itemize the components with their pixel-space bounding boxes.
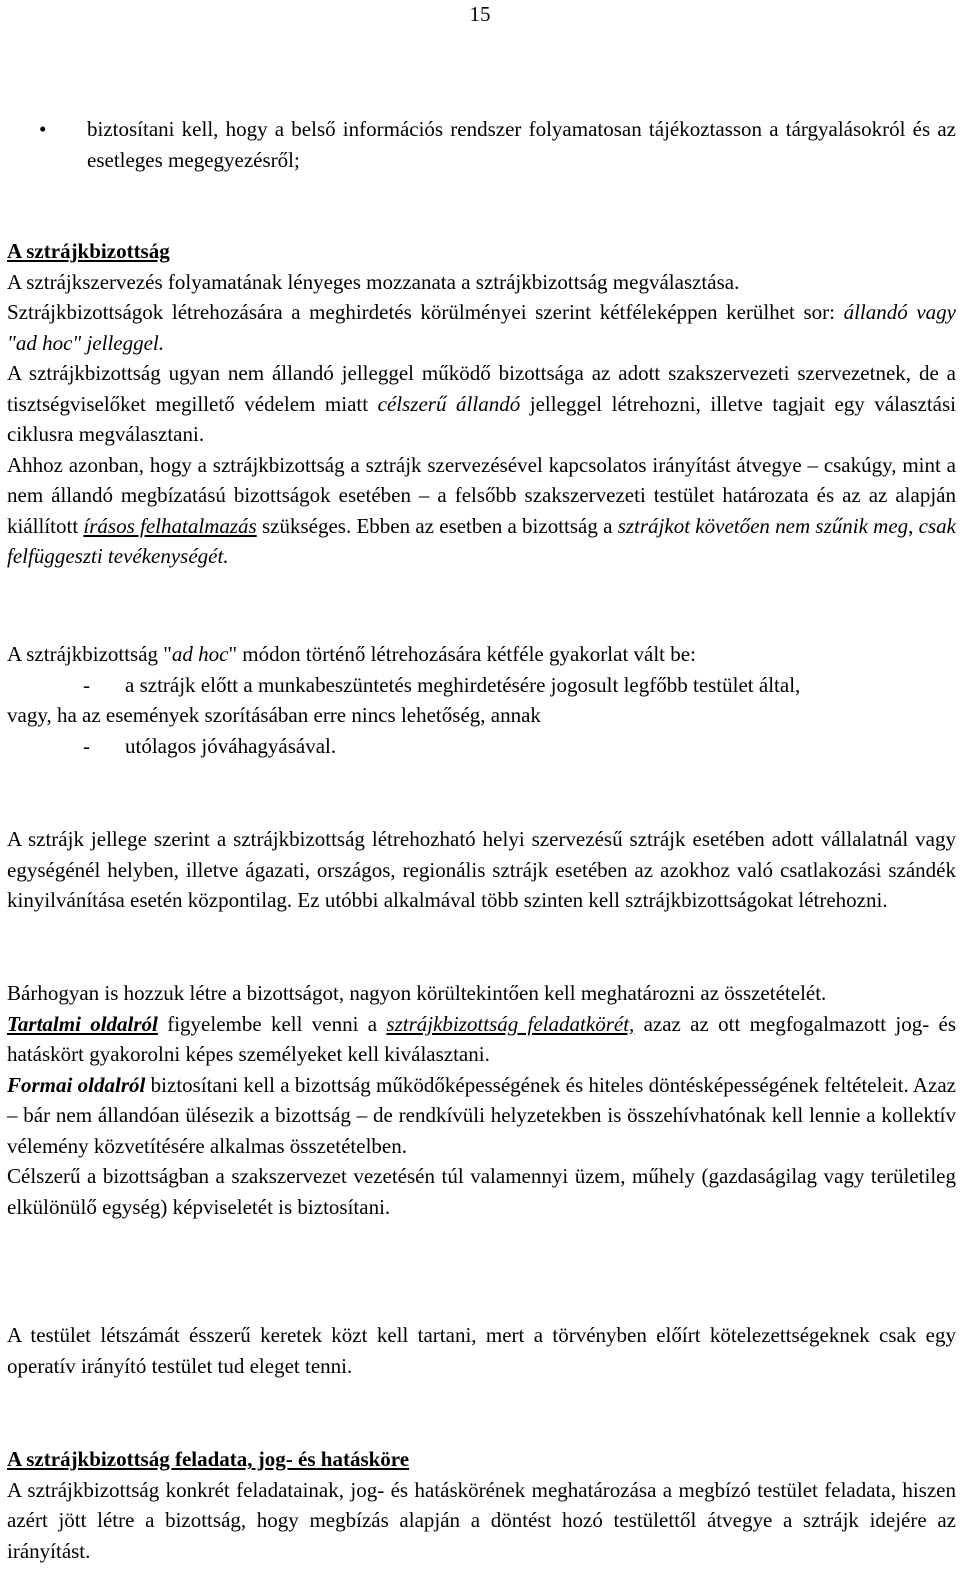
paragraph: vagy, ha az események szorításában erre nincs lehetőség, annak	[7, 703, 541, 727]
paragraph-block	[7, 1320, 956, 1381]
paragraph: A sztrájkszervezés folyamatának lényeges mozzanata a sztrájkbizottság megválasztása.	[7, 269, 740, 294]
paragraph: A testület létszámát ésszerű keretek közt kell tartani, mert a törvényben előírt kötelezettségeknek csak egy operatív irányító testület tud eleget tenni.	[7, 1323, 956, 1378]
paragraph: A sztrájkbizottság ugyan nem állandó jelleggel működő bizottsága az adott szakszervezeti szervezetnek, de a tisztségviselőket megillető védelem miatt célszerű állandó jelleggel létrehozni, illetve tagjait egy választási ciklusra megválasztani.	[7, 361, 956, 446]
paragraph: Sztrájkbizottságok létrehozására a meghirdetés körülményei szerint kétféleképpen kerülhet sor: állandó vagy "ad hoc" jelleggel.	[7, 300, 956, 355]
section-heading: A sztrájkbizottság	[7, 239, 170, 263]
dash-marker: -	[83, 733, 90, 758]
paragraph-block	[7, 824, 956, 916]
paragraph: Formai oldalról biztosítani kell a bizottság működőképességének és hiteles döntésképességének feltételeit. Azaz – bár nem állandóan ülésezik a bizottság – de rendkívüli helyzetekben is összehívhatónak kell lennie a kollektív vélemény közvetítésére alkalmas összetételben.	[7, 1072, 956, 1158]
paragraph: Célszerű a bizottságban a szakszervezet vezetésén túl valamennyi üzem, műhely (gazdaságilag vagy területileg elkülönülő egység) képviseletét is biztosítani.	[7, 1164, 956, 1219]
dash-list-item: - utólagos jóváhagyásával.	[7, 731, 956, 762]
paragraph: Bárhogyan is hozzuk létre a bizottságot, nagyon körültekintően kell meghatározni az összetételét.	[7, 981, 827, 1005]
composition-block	[7, 978, 956, 1222]
section-duties	[7, 1444, 956, 1566]
bullet-list-item	[7, 114, 956, 175]
bullet-dot-icon: •	[39, 117, 47, 141]
section-heading: A sztrájkbizottság feladata, jog- és hatásköre	[7, 1447, 410, 1471]
paragraph: Tartalmi oldalról figyelembe kell venni a sztrájkbizottság feladatkörét, azaz az ott megfogalmazott jog- és hatáskört gyakorolni képes személyeket kell kiválasztani.	[7, 1011, 956, 1066]
paragraph: A sztrájkbizottság "ad hoc" módon történő létrehozására kétféle gyakorlat vált be:	[7, 642, 696, 666]
section-strike-committee	[7, 236, 956, 572]
dash-list-item: - a sztrájk előtt a munkabeszüntetés meghirdetésére jogosult legfőbb testület által,	[7, 670, 956, 701]
bullet-text: biztosítani kell, hogy a belső információs rendszer folyamatosan tájékoztasson a tárgyalásokról és az esetleges megegyezésről;	[87, 117, 956, 172]
paragraph: A sztrájkbizottság konkrét feladatainak, jog- és hatáskörének meghatározása a megbízó testület feladata, hiszen azért jött létre a bizottság, hogy megbízás alapján a döntést hozó testülettől átvegye a sztrájk idejére az irányítást.	[7, 1477, 956, 1563]
dash-marker: -	[83, 672, 90, 697]
paragraph: Ahhoz azonban, hogy a sztrájkbizottság a sztrájk szervezésével kapcsolatos irányítást átvegye – csakúgy, mint a nem állandó megbízatású bizottságok esetében – a felsőbb szakszervezeti testület határozata és az az alapján kiállított írásos felhatalmazás szükséges. Ebben az esetben a bizottság a sztrájkot követően nem szűnik meg, csak felfüggeszti tevékenységét.	[7, 452, 956, 568]
paragraph: A sztrájk jellege szerint a sztrájkbizottság létrehozható helyi szervezésű sztrájk esetében adott vállalatnál vagy egységénél helyben, illetve ágazati, országos, regionális sztrájk esetében az azokhoz való csatlakozási szándék kinyilvánítása esetén központilag. Ez utóbbi alkalmával több szinten kell sztrájkbizottságokat létrehozni.	[7, 827, 956, 912]
adhoc-block	[7, 639, 956, 761]
page-number: 15	[469, 2, 491, 26]
